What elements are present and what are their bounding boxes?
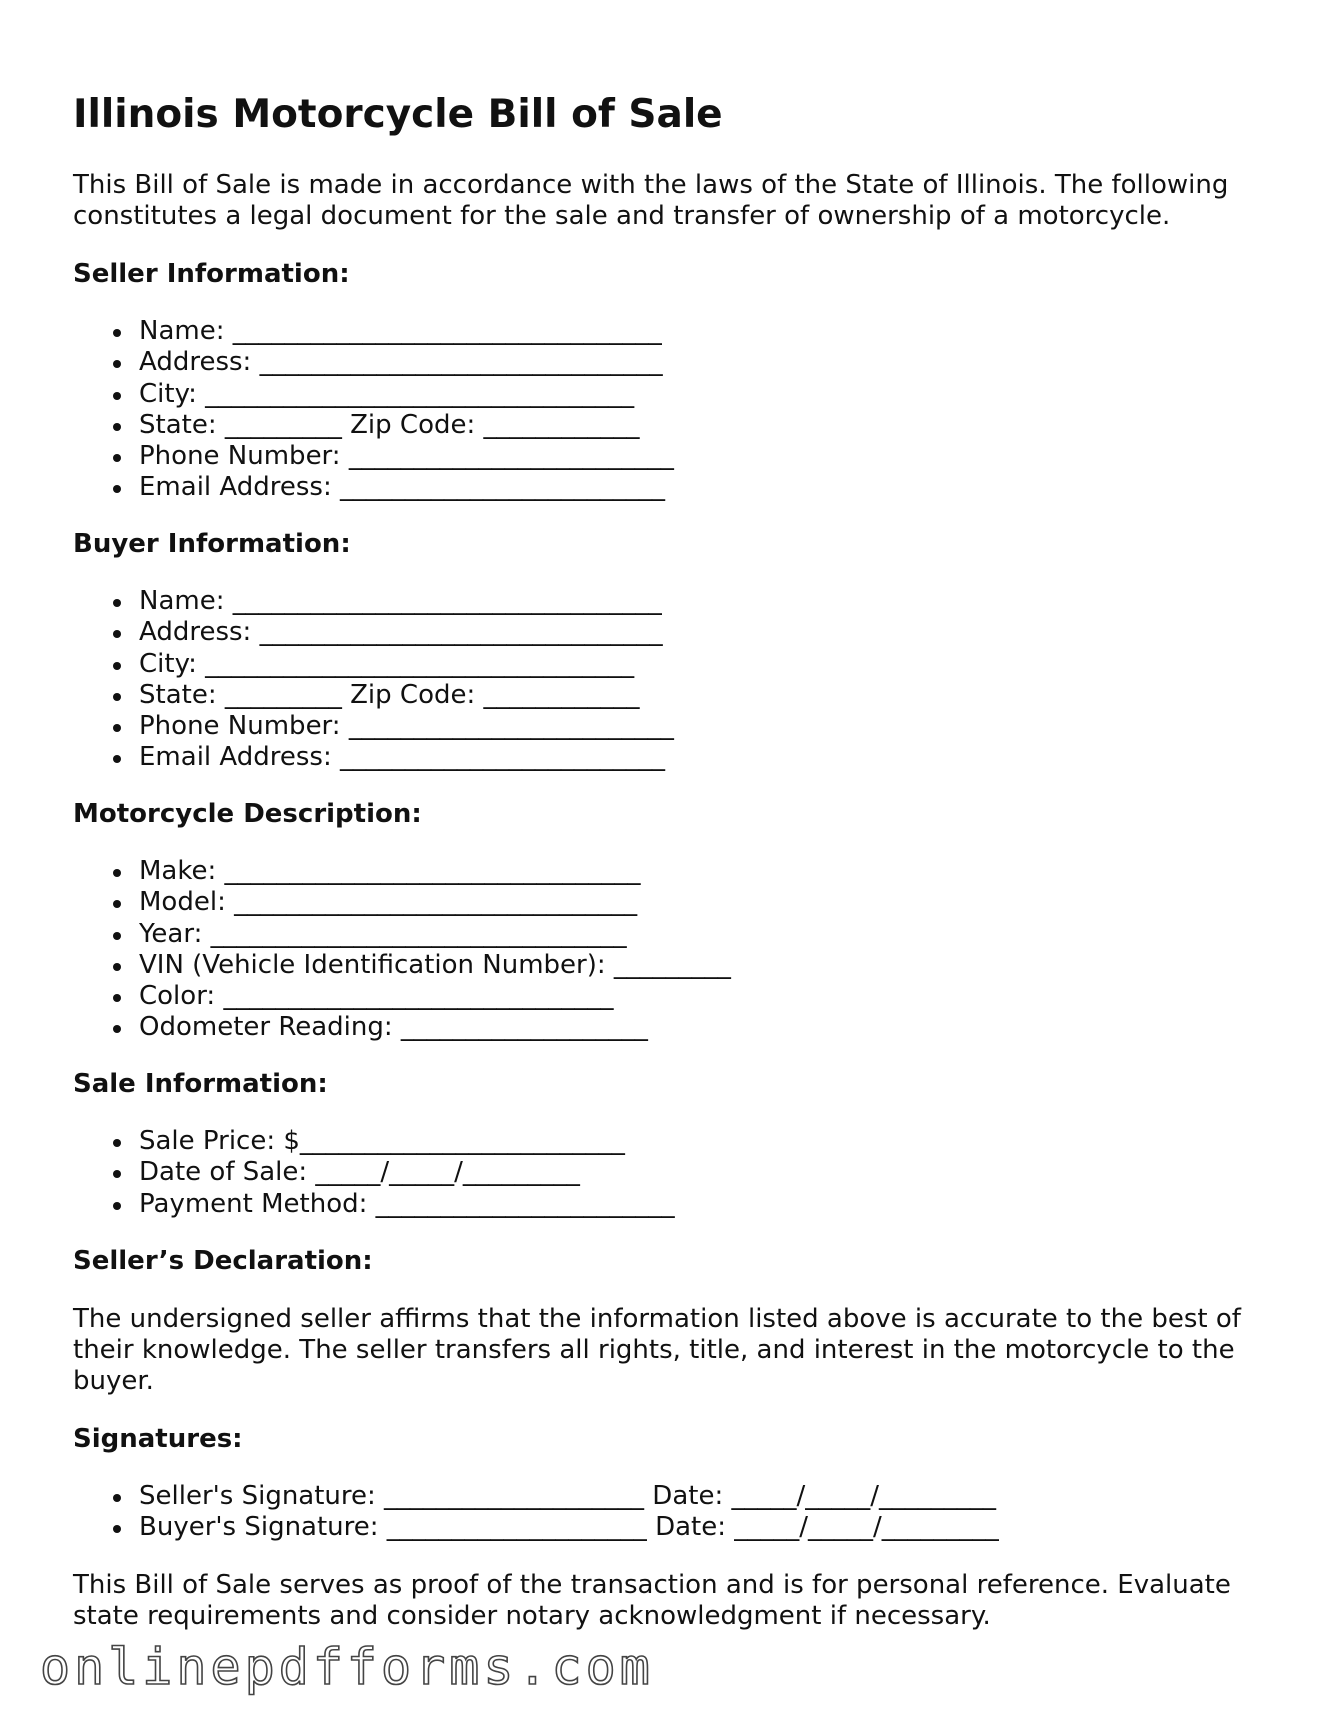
seller-address-field: Address: _______________________________ bbox=[73, 347, 674, 378]
signatures-heading: Signatures: bbox=[73, 1424, 243, 1454]
sale-fields bbox=[73, 1126, 675, 1220]
buyer-fields bbox=[73, 586, 674, 774]
buyer-signature-field: Buyer's Signature: ____________________ Date: _____/_____/_________ bbox=[73, 1512, 999, 1543]
sale-price-field: Sale Price: $_________________________ bbox=[73, 1126, 675, 1157]
document-title: Illinois Motorcycle Bill of Sale bbox=[73, 92, 723, 137]
buyer-city-field: City: _________________________________ bbox=[73, 649, 674, 680]
seller-heading: Seller Information: bbox=[73, 259, 350, 289]
motorcycle-year-field: Year: ________________________________ bbox=[73, 919, 731, 950]
declaration-paragraph: The undersigned seller affirms that the information listed above is accurate to the best of their knowledge. The seller transfers all rights, title, and interest in the motorcycle to the buyer. bbox=[73, 1304, 1241, 1396]
closing-paragraph: This Bill of Sale serves as proof of the transaction and is for personal reference. Evaluate state requirements and consider notary acknowledgment if necessary. bbox=[73, 1570, 1231, 1631]
buyer-address-field: Address: _______________________________ bbox=[73, 617, 674, 648]
declaration-heading: Seller’s Declaration: bbox=[73, 1246, 373, 1276]
motorcycle-make-field: Make: ________________________________ bbox=[73, 856, 731, 887]
motorcycle-vin-field: VIN (Vehicle Identification Number): _________ bbox=[73, 950, 731, 981]
seller-name-field: Name: _________________________________ bbox=[73, 316, 674, 347]
signature-fields bbox=[73, 1481, 999, 1544]
buyer-heading: Buyer Information: bbox=[73, 529, 351, 559]
buyer-state-zip-field: State: _________ Zip Code: ____________ bbox=[73, 680, 674, 711]
buyer-phone-field: Phone Number: _________________________ bbox=[73, 711, 674, 742]
seller-state-zip-field: State: _________ Zip Code: ____________ bbox=[73, 410, 674, 441]
seller-phone-field: Phone Number: _________________________ bbox=[73, 441, 674, 472]
seller-signature-field: Seller's Signature: ____________________ Date: _____/_____/_________ bbox=[73, 1481, 999, 1512]
buyer-email-field: Email Address: _________________________ bbox=[73, 742, 674, 773]
intro-paragraph: This Bill of Sale is made in accordance with the laws of the State of Illinois. The following constitutes a legal document for the sale and transfer of ownership of a motorcycle. bbox=[73, 170, 1229, 231]
motorcycle-odometer-field: Odometer Reading: ___________________ bbox=[73, 1012, 731, 1043]
motorcycle-model-field: Model: _______________________________ bbox=[73, 887, 731, 918]
watermark-text: onlinepdfforms.com bbox=[40, 1638, 654, 1696]
sale-heading: Sale Information: bbox=[73, 1069, 328, 1099]
payment-method-field: Payment Method: _______________________ bbox=[73, 1189, 675, 1220]
buyer-name-field: Name: _________________________________ bbox=[73, 586, 674, 617]
seller-email-field: Email Address: _________________________ bbox=[73, 472, 674, 503]
seller-city-field: City: _________________________________ bbox=[73, 379, 674, 410]
sale-date-field: Date of Sale: _____/_____/_________ bbox=[73, 1157, 675, 1188]
seller-fields bbox=[73, 316, 674, 504]
motorcycle-fields bbox=[73, 856, 731, 1044]
motorcycle-color-field: Color: ______________________________ bbox=[73, 981, 731, 1012]
motorcycle-heading: Motorcycle Description: bbox=[73, 799, 422, 829]
